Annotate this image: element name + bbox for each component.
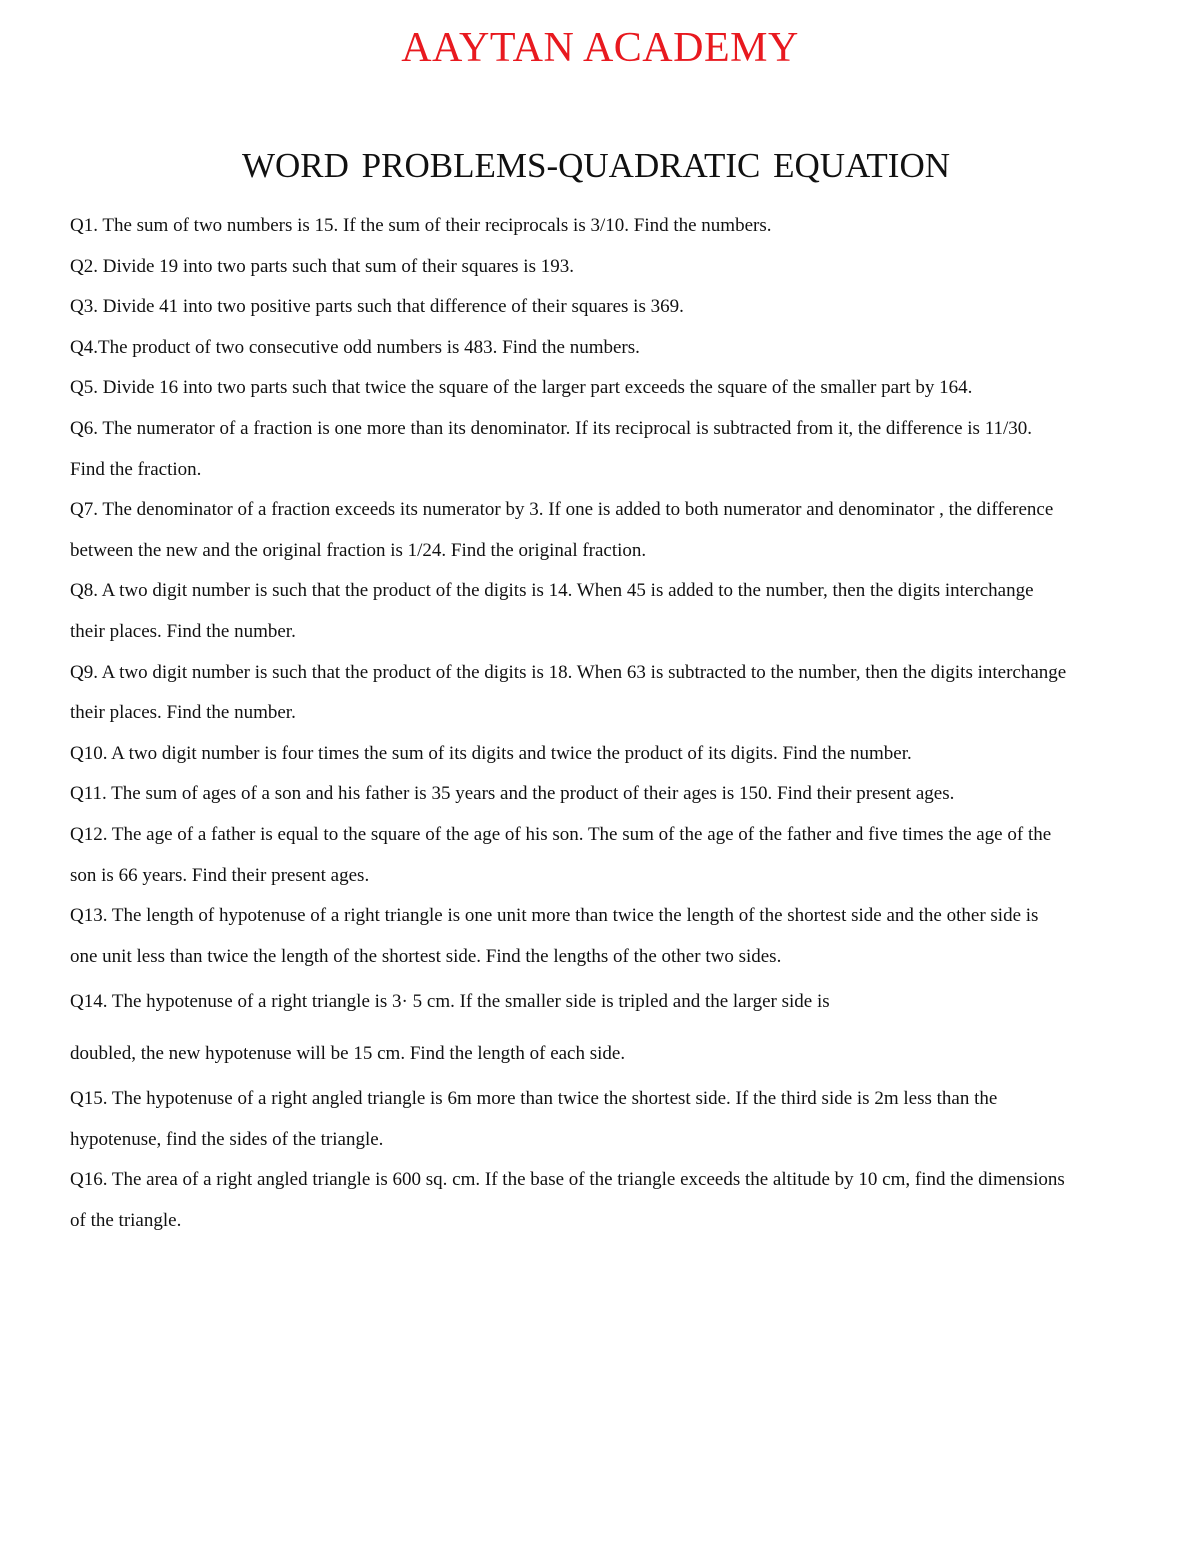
question-15: Q15. The hypotenuse of a right angled triangle is 6m more than twice the shortest side. If the third side is 2m less than the hypotenuse, find the sides of the triangle.: [70, 1088, 998, 1150]
question-list: [70, 206, 1070, 1242]
question-7: Q7. The denominator of a fraction exceeds its numerator by 3. If one is added to both numerator and denominator , the difference between the new and the original fraction is 1/24. Find the original fraction.: [70, 499, 1054, 561]
question-14: [70, 975, 1070, 1079]
question-16: Q16. The area of a right angled triangle is 600 sq. cm. If the base of the triangle exceeds the altitude by 10 cm, find the dimensions of the triangle.: [70, 1169, 1065, 1232]
worksheet-title: WORD PROBLEMS-QUADRATIC EQUATION: [242, 146, 950, 185]
question-5: Q5. Divide 16 into two parts such that twice the square of the larger part exceeds the square of the smaller part by 164.: [70, 377, 973, 399]
question-13: Q13. The length of hypotenuse of a right triangle is one unit more than twice the length of the shortest side and the other side is one unit less than twice the length of the shortest side. Find the lengths of the other two sides.: [70, 905, 1039, 967]
academy-title: AAYTAN ACADEMY: [401, 25, 799, 71]
question-6: Q6. The numerator of a fraction is one more than its denominator. If its reciprocal is subtracted from it, the difference is 11/30. Find the fraction.: [70, 417, 1033, 480]
question-1: Q1. The sum of two numbers is 15. If the sum of their reciprocals is 3/10. Find the numbers.: [70, 215, 772, 236]
question-4: Q4.The product of two consecutive odd numbers is 483. Find the numbers.: [70, 336, 640, 358]
question-11: Q11. The sum of ages of a son and his father is 35 years and the product of their ages is 150. Find their present ages.: [70, 783, 955, 805]
question-3: Q3. Divide 41 into two positive parts such that difference of their squares is 369.: [70, 296, 684, 318]
question-8: Q8. A two digit number is such that the product of the digits is 14. When 45 is added to the number, then the digits interchange their places. Find the number.: [70, 580, 1034, 642]
question-14-line-1: Q14. The hypotenuse of a right triangle is 3· 5 cm. If the smaller side is tripled and the larger side is: [70, 991, 830, 1013]
question-2: Q2. Divide 19 into two parts such that sum of their squares is 193.: [70, 255, 574, 277]
question-9: Q9. A two digit number is such that the product of the digits is 18. When 63 is subtracted to the number, then the digits interchange their places. Find the number.: [70, 661, 1067, 724]
question-14-line-2: doubled, the new hypotenuse will be 15 cm. Find the length of each side.: [70, 1043, 626, 1065]
question-12: Q12. The age of a father is equal to the square of the age of his son. The sum of the age of the father and five times the age of the son is 66 years. Find their present ages.: [70, 823, 1052, 886]
question-10: Q10. A two digit number is four times the sum of its digits and twice the product of its digits. Find the number.: [70, 742, 912, 764]
